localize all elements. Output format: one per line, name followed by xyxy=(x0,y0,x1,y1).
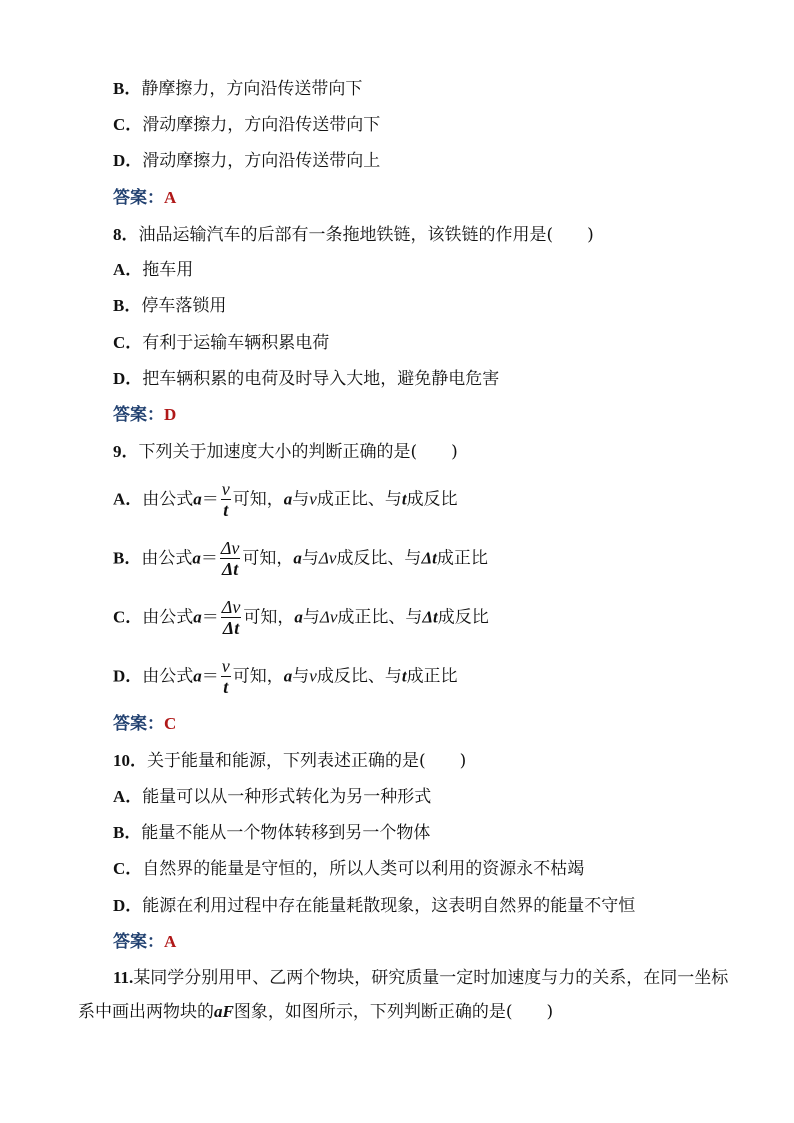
var-a: a xyxy=(294,607,303,627)
graph-symbol: aF xyxy=(214,1002,234,1021)
option-text: 滑动摩擦力，方向沿传送带向下 xyxy=(142,115,381,135)
option-text: 静摩擦力，方向沿传送带向下 xyxy=(141,79,363,99)
fraction-denominator: Δt xyxy=(222,618,240,638)
option-text: 有利于运输车辆积累电荷 xyxy=(142,333,330,353)
fraction-denominator: t xyxy=(223,500,229,520)
q10-option-a xyxy=(113,786,431,808)
fraction xyxy=(221,479,231,520)
option-text-2: 成正比、与 xyxy=(316,489,402,510)
q7-option-d xyxy=(113,150,380,172)
option-prefix: 由公式 xyxy=(142,607,194,628)
fraction-numerator: v xyxy=(221,656,230,676)
quantity-2: Δt xyxy=(421,548,437,568)
option-letter: D． xyxy=(113,369,143,388)
q9-option-d xyxy=(113,652,458,700)
equals-sign: ＝ xyxy=(201,607,219,628)
option-mid: 可知， xyxy=(232,489,284,510)
answer-label: 答案： xyxy=(113,932,164,952)
equals-sign: ＝ xyxy=(200,548,218,569)
option-letter: A． xyxy=(113,260,143,279)
option-text: 能源在利用过程中存在能量耗散现象，这表明自然界的能量不守恒 xyxy=(142,896,636,916)
question-text-b: 图象，如图所示，下列判断正确的是( ) xyxy=(233,1002,554,1022)
option-letter: A． xyxy=(113,787,143,806)
quantity-2: Δt xyxy=(422,607,438,627)
option-letter: B． xyxy=(113,79,142,98)
option-mid: 可知， xyxy=(232,666,284,687)
formula-lhs: a xyxy=(193,489,202,509)
option-text-1: 与 xyxy=(292,489,310,510)
option-letter: C． xyxy=(113,859,143,878)
fraction-numerator: Δv xyxy=(221,597,241,617)
q8-option-a xyxy=(113,259,193,281)
formula-lhs: a xyxy=(192,548,201,568)
answer-value: C xyxy=(164,714,177,733)
equals-sign: ＝ xyxy=(201,666,219,687)
q9-answer xyxy=(113,713,176,735)
quantity-1: Δv xyxy=(318,548,337,568)
q9-stem xyxy=(113,441,458,463)
answer-value: D xyxy=(164,405,177,424)
option-letter: B． xyxy=(113,548,142,568)
option-text-1: 与 xyxy=(301,548,319,569)
fraction xyxy=(221,656,231,697)
q10-answer xyxy=(113,931,176,953)
option-letter: C． xyxy=(113,333,143,352)
equals-sign: ＝ xyxy=(201,489,219,510)
quantity-1: Δv xyxy=(319,607,338,627)
var-a: a xyxy=(283,666,293,686)
formula-lhs: a xyxy=(193,607,202,627)
option-prefix: 由公式 xyxy=(142,489,194,510)
question-text: 油品运输汽车的后部有一条拖地铁链，该铁链的作用是( ) xyxy=(138,225,594,245)
question-text: 下列关于加速度大小的判断正确的是( ) xyxy=(138,442,458,462)
option-text: 把车辆积累的电荷及时导入大地，避免静电危害 xyxy=(142,369,500,389)
option-mid: 可知， xyxy=(243,607,295,628)
q7-option-c xyxy=(113,114,380,136)
option-letter: D． xyxy=(113,151,143,170)
fraction-numerator: Δv xyxy=(220,538,240,558)
formula-lhs: a xyxy=(193,666,202,686)
quantity-1: v xyxy=(309,489,317,509)
option-letter: D． xyxy=(113,666,143,686)
answer-value: A xyxy=(164,188,177,207)
question-number: 11. xyxy=(113,968,134,987)
option-text: 停车落锁用 xyxy=(141,296,227,316)
q10-stem xyxy=(113,750,466,772)
option-letter: A． xyxy=(113,489,143,509)
answer-label: 答案： xyxy=(113,714,164,734)
q8-answer xyxy=(113,404,176,426)
answer-label: 答案： xyxy=(113,188,164,208)
answer-label: 答案： xyxy=(113,405,164,425)
question-text-a: 某同学分别用甲、乙两个物块，研究质量一定时加速度与力的关系，在同一坐标系中画出两物块的 xyxy=(78,968,729,1022)
question-number: 8． xyxy=(113,225,139,244)
quantity-2: t xyxy=(401,489,407,509)
q11-stem xyxy=(78,961,730,1029)
q8-option-d xyxy=(113,368,499,390)
q8-stem xyxy=(113,224,594,246)
var-a: a xyxy=(283,489,293,509)
option-text-3: 成正比 xyxy=(436,548,488,569)
q8-option-b xyxy=(113,295,226,317)
q9-option-b xyxy=(113,534,488,582)
option-letter: B． xyxy=(113,823,142,842)
question-number: 10． xyxy=(113,751,147,770)
var-a: a xyxy=(293,548,302,568)
q7-option-b xyxy=(113,78,362,100)
option-letter: D． xyxy=(113,896,143,915)
option-text-3: 成反比 xyxy=(406,489,458,510)
option-letter: C． xyxy=(113,115,143,134)
option-mid: 可知， xyxy=(242,548,294,569)
option-prefix: 由公式 xyxy=(141,548,193,569)
q7-answer xyxy=(113,187,176,209)
quantity-2: t xyxy=(401,666,407,686)
option-letter: B． xyxy=(113,296,142,315)
option-text-3: 成正比 xyxy=(406,666,458,687)
q9-option-c xyxy=(113,593,489,641)
answer-value: A xyxy=(164,932,177,951)
q10-option-c xyxy=(113,858,584,880)
option-text: 能量可以从一种形式转化为另一种形式 xyxy=(142,787,432,807)
option-letter: C． xyxy=(113,607,143,627)
q10-option-b xyxy=(113,822,430,844)
fraction-denominator: Δt xyxy=(221,559,239,579)
fraction xyxy=(220,538,241,579)
option-prefix: 由公式 xyxy=(142,666,194,687)
question-number: 9． xyxy=(113,442,139,461)
q9-option-a xyxy=(113,475,458,523)
q10-option-d xyxy=(113,895,635,917)
fraction-denominator: t xyxy=(223,677,229,697)
option-text-3: 成反比 xyxy=(437,607,489,628)
option-text-1: 与 xyxy=(292,666,310,687)
option-text-2: 成反比、与 xyxy=(316,666,402,687)
option-text: 能量不能从一个物体转移到另一个物体 xyxy=(141,823,431,843)
option-text-1: 与 xyxy=(302,607,320,628)
q8-option-c xyxy=(113,332,329,354)
quantity-1: v xyxy=(309,666,317,686)
option-text: 滑动摩擦力，方向沿传送带向上 xyxy=(142,151,381,171)
option-text-2: 成正比、与 xyxy=(337,607,423,628)
option-text-2: 成反比、与 xyxy=(336,548,422,569)
fraction xyxy=(221,597,242,638)
question-text: 关于能量和能源，下列表述正确的是( ) xyxy=(147,751,467,771)
fraction-numerator: v xyxy=(221,479,230,499)
option-text: 自然界的能量是守恒的，所以人类可以利用的资源永不枯竭 xyxy=(142,859,585,879)
option-text: 拖车用 xyxy=(142,260,194,280)
